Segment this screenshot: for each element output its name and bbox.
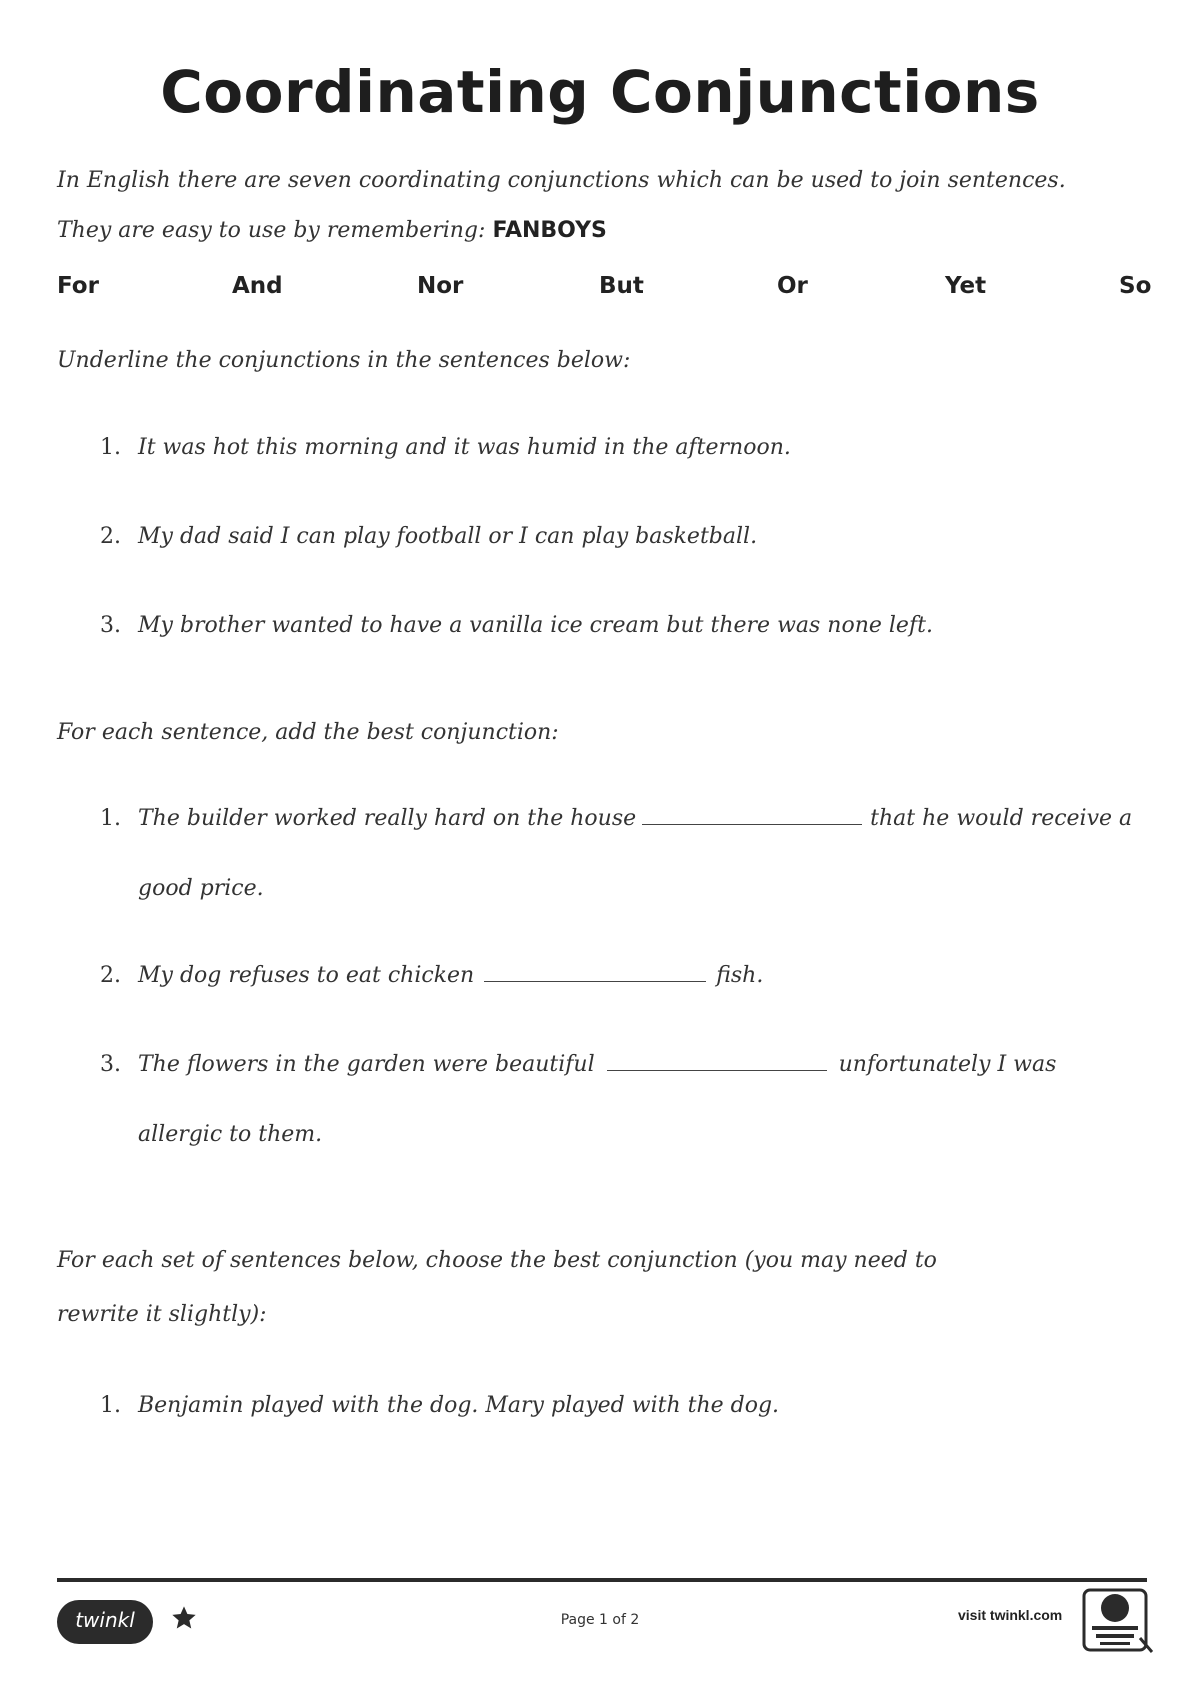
visit-link[interactable]: visit twinkl.com [958, 1607, 1063, 1623]
item-continuation: allergic to them. [138, 1122, 323, 1147]
item-number: 1. [100, 806, 121, 831]
section2-instruction: For each sentence, add the best conjunction: [57, 720, 559, 745]
item-number: 1. [100, 435, 121, 460]
item-text [138, 1052, 1056, 1077]
item-text-before: The builder worked really hard on the house [138, 806, 637, 831]
conjunction-so: So [1119, 273, 1152, 299]
page-title: Coordinating Conjunctions [160, 58, 1040, 126]
item-text: My dad said I can play football or I can play basketball. [138, 524, 758, 549]
answer-blank[interactable] [607, 1052, 827, 1071]
item-text: My brother wanted to have a vanilla ice cream but there was none left. [138, 613, 933, 638]
conjunction-nor: Nor [417, 273, 464, 299]
intro-line-2 [57, 218, 607, 243]
item-number: 1. [100, 1393, 121, 1418]
item-text-before: My dog refuses to eat chicken [138, 963, 475, 988]
page-number: Page 1 of 2 [560, 1612, 640, 1628]
item-text: Benjamin played with the dog. Mary played with the dog. [138, 1393, 780, 1418]
item-text-after: that he would receive a [870, 806, 1133, 831]
footer-divider [57, 1578, 1147, 1582]
item-number: 2. [100, 524, 121, 549]
logo-text: twinkl [75, 1608, 135, 1632]
item-text: It was hot this morning and it was humid in the afternoon. [138, 435, 791, 460]
section1-instruction: Underline the conjunctions in the sentences below: [57, 348, 631, 373]
item-number: 3. [100, 1052, 121, 1077]
conjunction-but: But [599, 273, 644, 299]
item-text-after: fish. [716, 963, 764, 988]
item-text-before: The flowers in the garden were beautiful [138, 1052, 595, 1077]
conjunction-and: And [232, 273, 283, 299]
section3-instruction-line-2: rewrite it slightly): [57, 1302, 267, 1327]
intro-line-1: In English there are seven coordinating conjunctions which can be used to join sentences. [57, 168, 1066, 193]
conjunction-for: For [57, 273, 99, 299]
answer-blank[interactable] [642, 806, 862, 825]
item-text [138, 963, 763, 988]
answer-blank[interactable] [484, 963, 706, 982]
conjunction-yet: Yet [945, 273, 987, 299]
fanboys-row [57, 273, 1152, 307]
item-continuation: good price. [138, 876, 264, 901]
item-text [138, 806, 1132, 831]
item-number: 3. [100, 613, 121, 638]
item-text-after: unfortunately I was [838, 1052, 1057, 1077]
conjunction-or: Or [777, 273, 808, 299]
quality-standard-badge-icon [1080, 1586, 1154, 1654]
item-number: 2. [100, 963, 121, 988]
intro-line-2-text: They are easy to use by remembering: [57, 218, 493, 243]
fanboys-keyword: FANBOYS [492, 218, 607, 243]
section3-instruction-line-1: For each set of sentences below, choose the best conjunction (you may need to [57, 1248, 937, 1273]
